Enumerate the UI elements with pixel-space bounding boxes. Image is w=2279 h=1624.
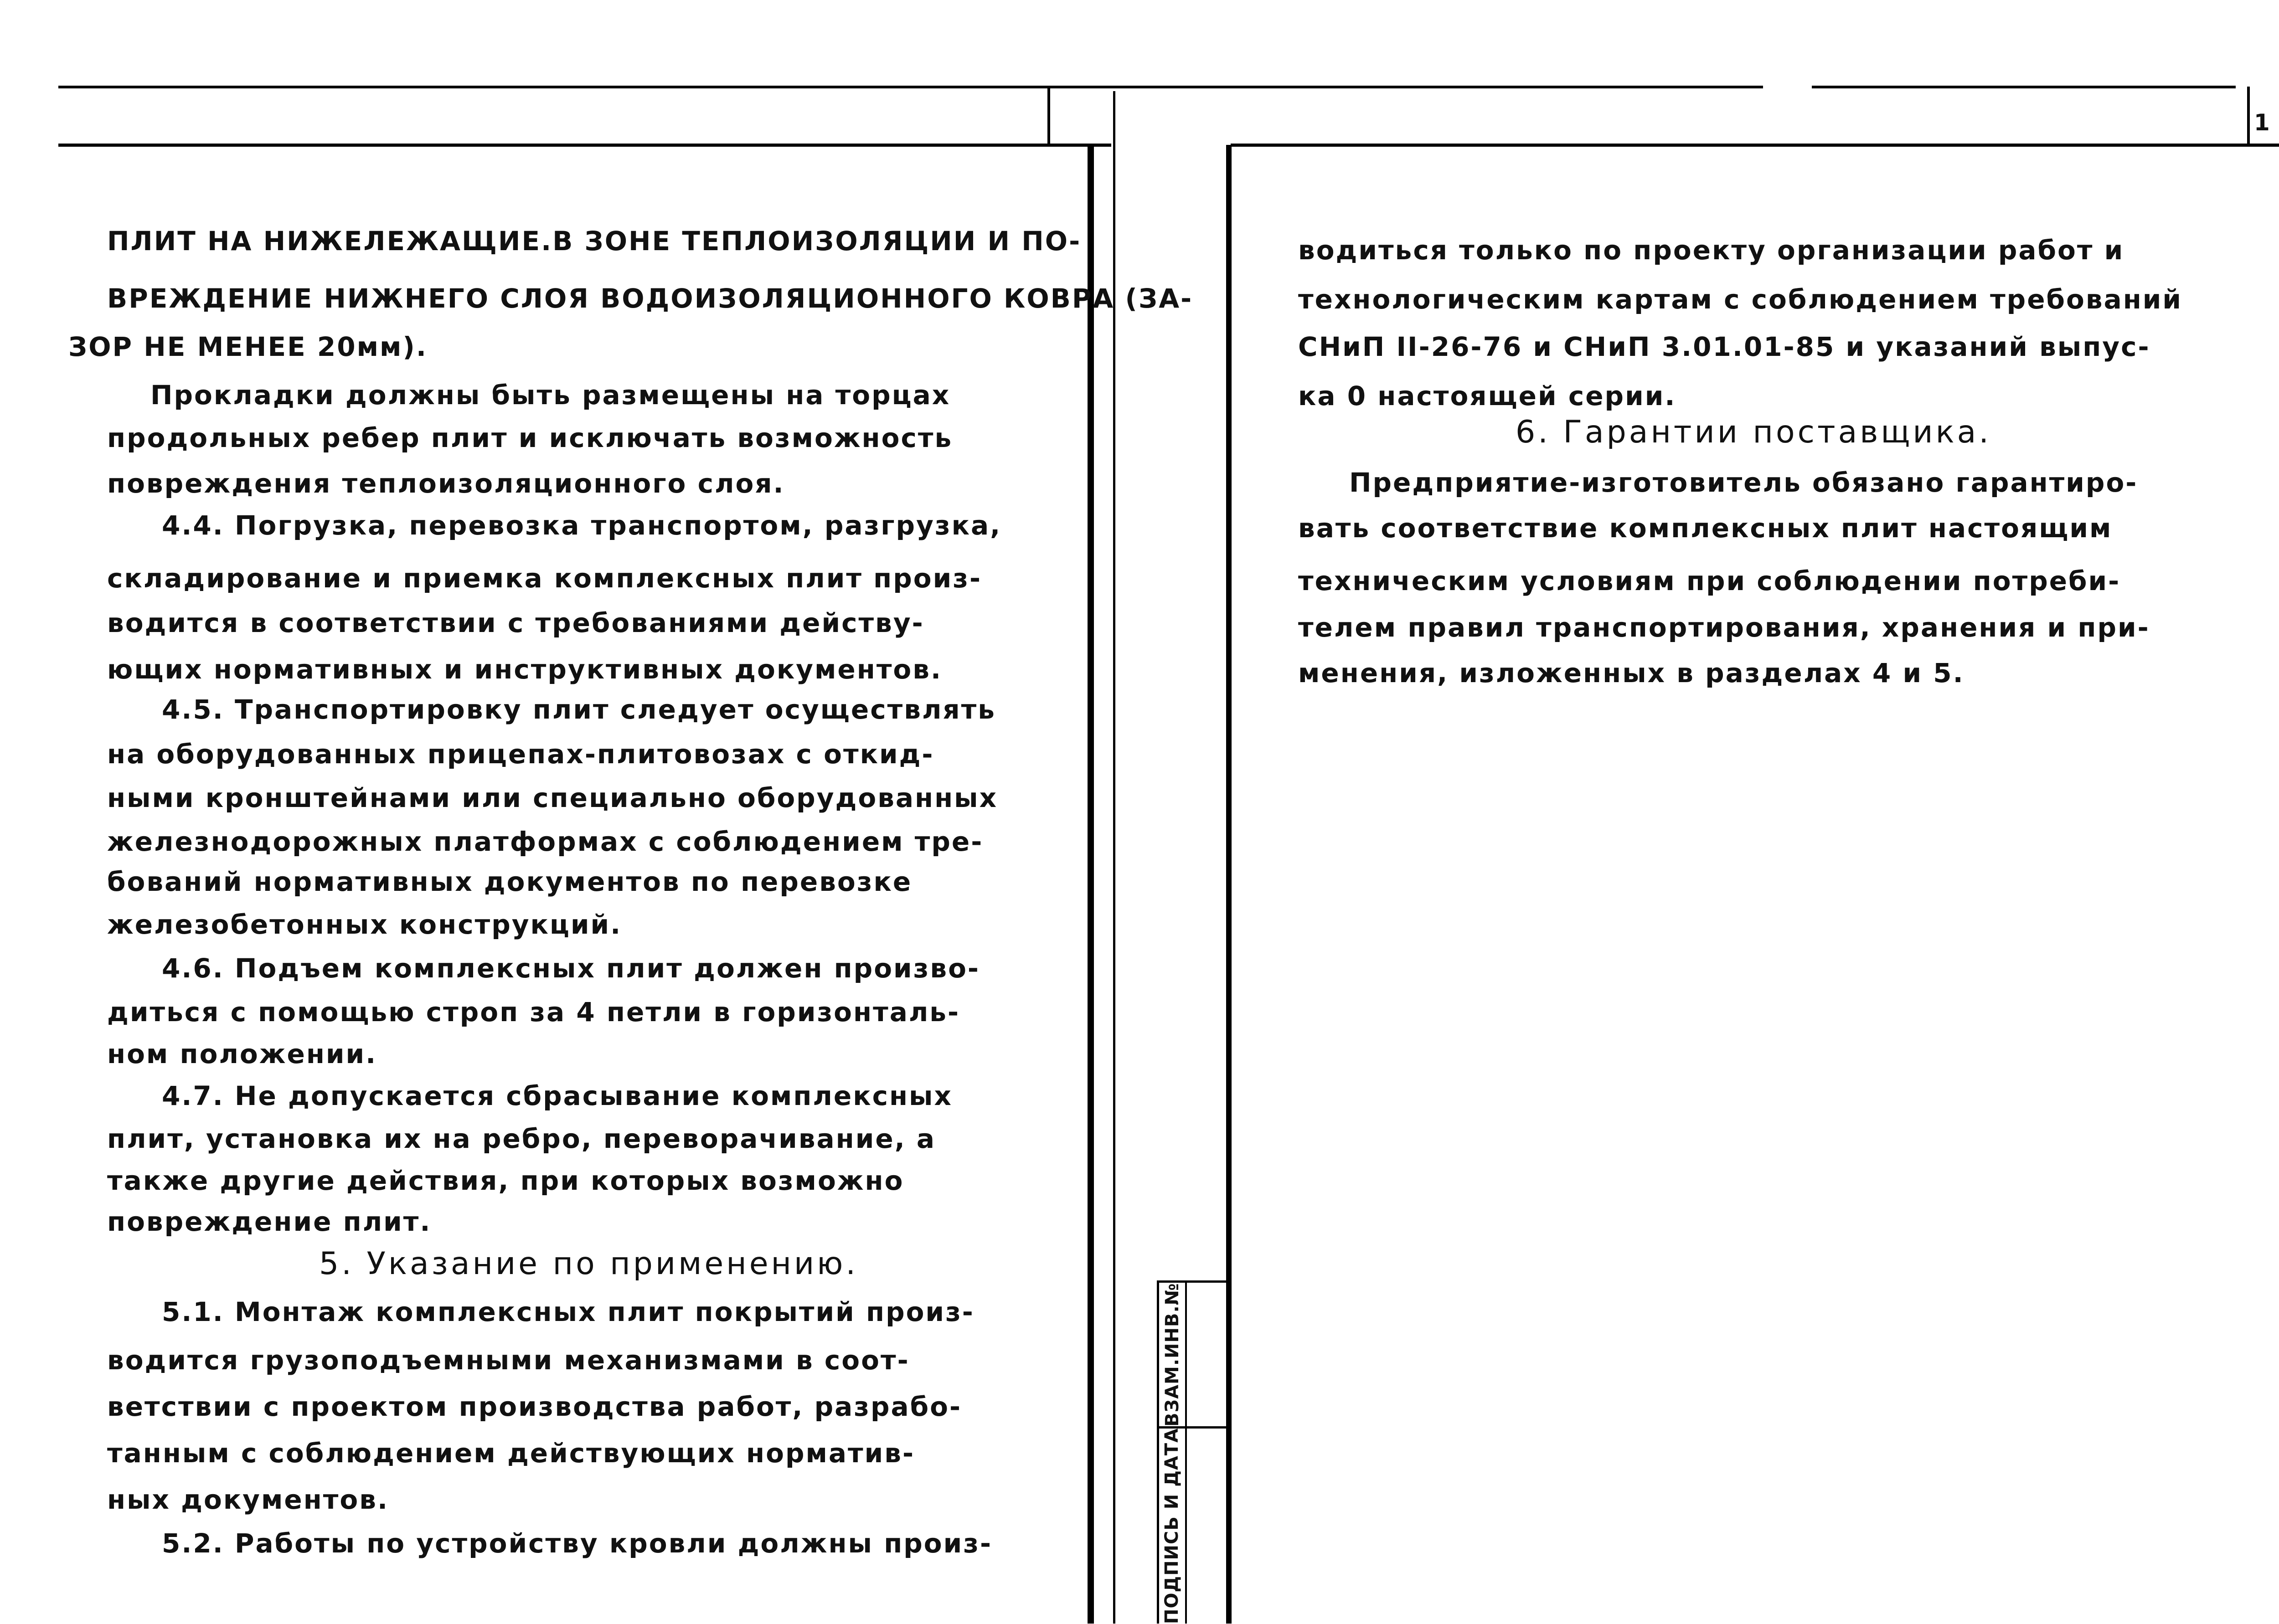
top-rule-right: [1812, 86, 2236, 88]
left-page-right-border: [1088, 145, 1094, 1624]
text-line: повреждения теплоизоляционного слоя.: [107, 468, 785, 499]
text-line: бований нормативных документов по перевозке: [107, 866, 913, 897]
left-page-top-border: [58, 144, 1111, 147]
text-line: ВРЕЖДЕНИЕ НИЖНЕГО СЛОЯ ВОДОИЗОЛЯЦИОННОГО КОВРА (ЗА-: [107, 283, 1193, 314]
text-line: ветствии с проектом производства работ, разрабо-: [107, 1391, 962, 1422]
text-line: 5.1. Монтаж комплексных плит покрытий произ-: [162, 1296, 975, 1327]
text-line: повреждение плит.: [107, 1206, 432, 1237]
text-line: также другие действия, при которых возможно: [107, 1165, 904, 1196]
text-line: ных документов.: [107, 1484, 389, 1515]
section-5-heading: 5. Указание по применению.: [319, 1246, 859, 1282]
right-tab-edge: [2247, 87, 2250, 145]
text-line: танным с соблюдением действующих норматив-: [107, 1438, 915, 1469]
stamp-cell-replacement: [1159, 1283, 1185, 1426]
stamp-replacement-inv-label: ВЗАМ.ИНВ.№: [1161, 1282, 1183, 1427]
stamp-column-divider: [1185, 1280, 1187, 1624]
text-line: ном положении.: [107, 1038, 377, 1069]
text-line: водится грузоподъемными механизмами в соот-: [107, 1345, 910, 1376]
text-line: водится в соответствии с требованиями действу-: [107, 607, 924, 638]
text-line: плит, установка их на ребро, переворачивание, а: [107, 1123, 936, 1154]
right-page-top-border: [1231, 144, 2279, 147]
text-line: диться с помощью строп за 4 петли в горизонталь-: [107, 997, 960, 1028]
text-line: менения, изложенных в разделах 4 и 5.: [1298, 658, 1964, 689]
section-6-heading: 6. Гарантии поставщика.: [1516, 414, 1991, 450]
text-line: продольных ребер плит и исключать возможность: [107, 422, 953, 453]
text-line: телем правил транспортирования, хранения и при-: [1298, 612, 2150, 643]
stamp-signature-date-label: ПОДПИСЬ И ДАТА: [1161, 1428, 1183, 1624]
text-line: железнодорожных платформах с соблюдением тре-: [107, 826, 984, 857]
text-line: Предприятие-изготовитель обязано гарантиро-: [1349, 467, 2138, 498]
right-page-left-border: [1226, 145, 1232, 1624]
text-line: 4.7. Не допускается сбрасывание комплексных: [162, 1080, 953, 1111]
binding-box-left-edge: [1047, 87, 1050, 146]
text-line: складирование и приемка комплексных плит произ-: [107, 563, 982, 594]
text-line: ка 0 настоящей серии.: [1298, 380, 1676, 411]
text-line: ПЛИТ НА НИЖЕЛЕЖАЩИЕ.В ЗОНЕ ТЕПЛОИЗОЛЯЦИИ И ПО-: [107, 226, 1082, 257]
text-line: Прокладки должны быть размещены на торцах: [150, 380, 951, 411]
text-line: вать соответствие комплексных плит настоящим: [1298, 513, 2113, 544]
text-line: ющих нормативных и инструктивных документов.: [107, 654, 943, 685]
text-line: технологическим картам с соблюдением требований: [1298, 284, 2183, 315]
top-rule-left: [58, 86, 1763, 88]
page-number-fragment: 1: [2254, 109, 2270, 136]
text-line: ными кронштейнами или специально оборудованных: [107, 782, 998, 813]
text-line: железобетонных конструкций.: [107, 909, 622, 940]
text-line: ЗОР НЕ МЕНЕЕ 20мм).: [68, 331, 428, 362]
gutter-line: [1113, 91, 1115, 1624]
text-line: 4.5. Транспортировку плит следует осуществлять: [162, 694, 996, 725]
text-line: 5.2. Работы по устройству кровли должны произ-: [162, 1528, 993, 1559]
text-line: СНиП II-26-76 и СНиП 3.01.01-85 и указаний выпус-: [1298, 331, 2150, 362]
text-line: на оборудованных прицепах-плитовозах с откид-: [107, 739, 934, 770]
text-line: 4.4. Погрузка, перевозка транспортом, разгрузка,: [162, 510, 1002, 541]
stamp-cell-signature: [1159, 1429, 1185, 1624]
text-line: водиться только по проекту организации работ и: [1298, 235, 2124, 266]
text-line: 4.6. Подъем комплексных плит должен произво-: [162, 953, 980, 984]
text-line: техническим условиям при соблюдении потреби-: [1298, 565, 2121, 596]
